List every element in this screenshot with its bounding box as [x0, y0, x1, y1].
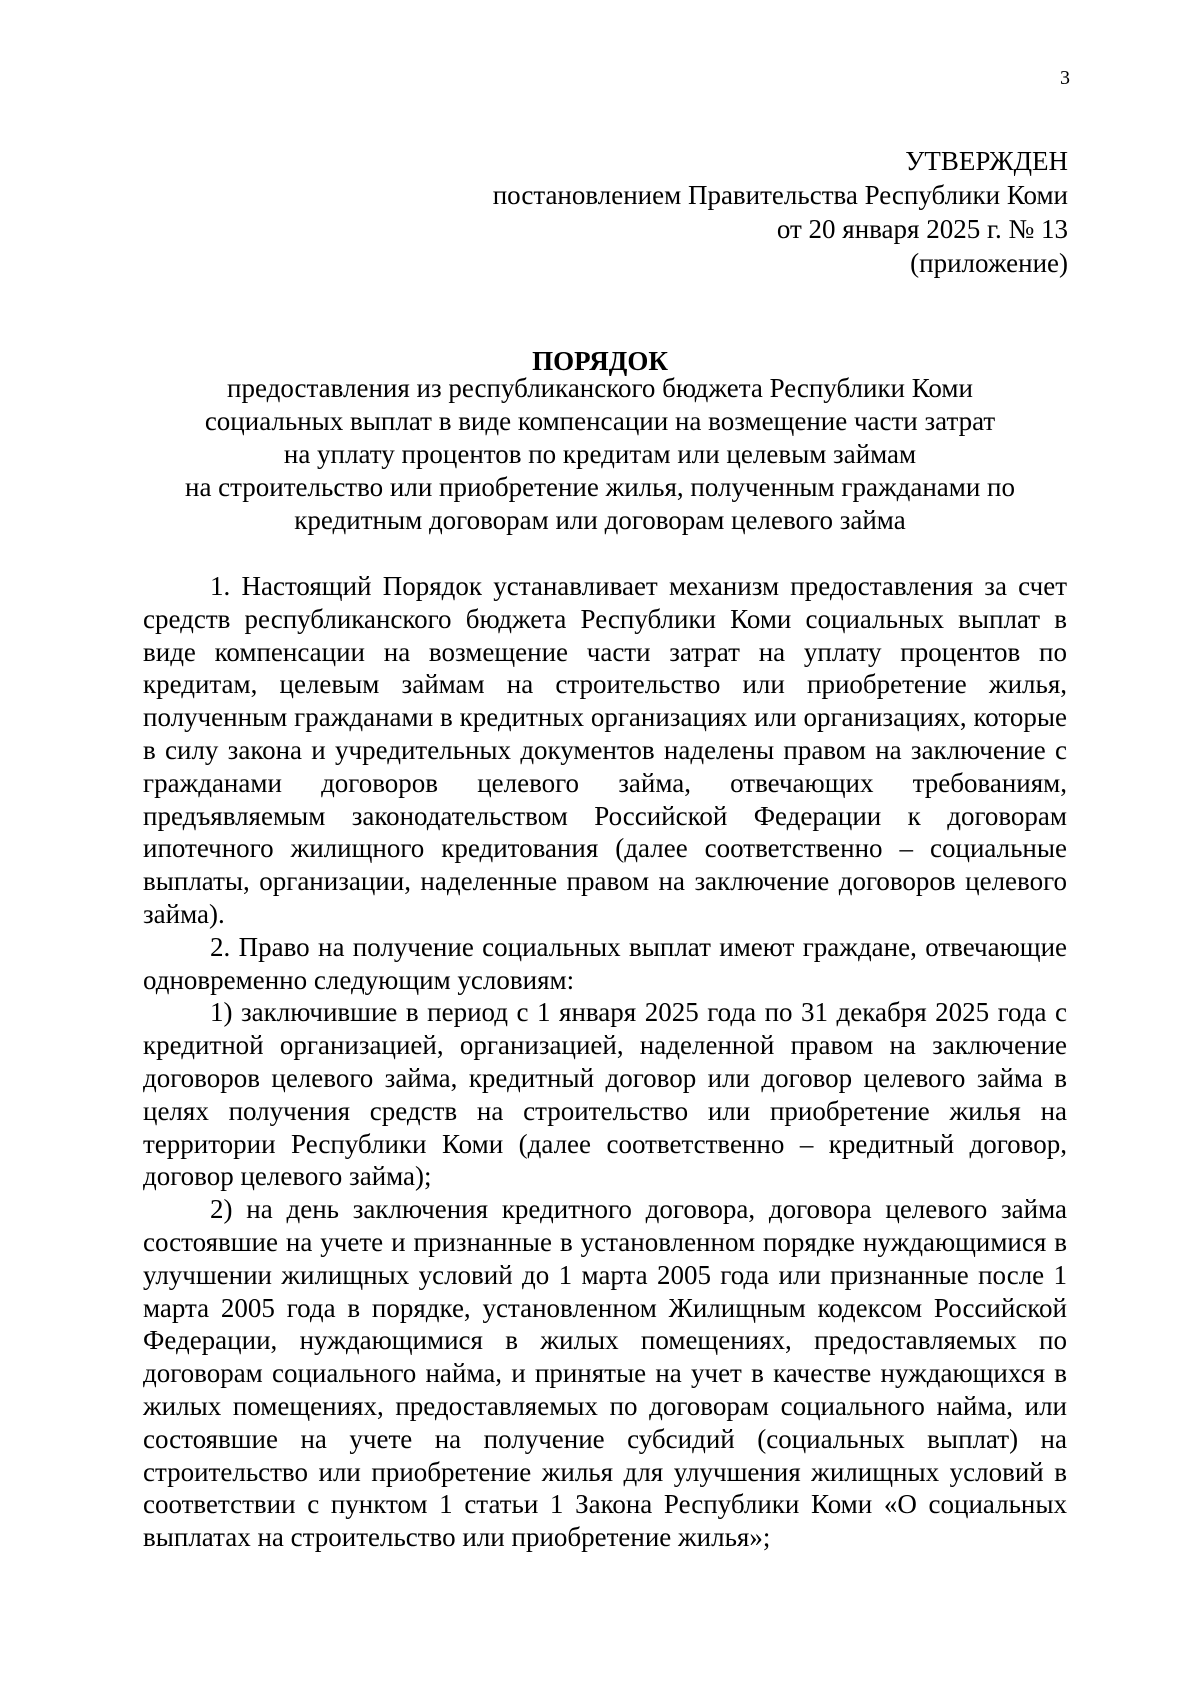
approval-date: от 20 января 2025 г. № 13 [776, 214, 1068, 244]
approval-stamp [400, 144, 1068, 280]
subtitle-line: на уплату процентов по кредитам или целевым займам [283, 439, 917, 469]
document-body [143, 570, 1067, 1554]
document-title: ПОРЯДОК [532, 346, 668, 376]
subtitle-line: на строительство или приобретение жилья, полученным гражданами по [185, 472, 1015, 502]
subtitle-line: кредитным договорам или договорам целевого займа [294, 505, 906, 535]
approval-heading: УТВЕРЖДЕН [905, 146, 1068, 176]
subtitle-line: социальных выплат в виде компенсации на возмещение части затрат [204, 406, 996, 436]
subparagraph-2: 2) на день заключения кредитного договора, договора целевого займа состоявшие на учете и признанные в установленном порядке нуждающимися в улучшении жилищных условий до 1 марта 2005 года или признанные после 1 марта 2005 года в порядке, установленном Жилищным кодексом Российской Федерации, нуждающимися в жилых помещениях, предоставляемых по договорам социального найма, и принятые на учет в качестве нуждающихся в жилых помещениях, предоставляемых по договорам социального найма, или состоявшие на учете на получение субсидий (социальных выплат) на строительство или приобретение жилья для улучшения жилищных условий в соответствии с пунктом 1 статьи 1 Закона Республики Коми «О социальных выплатах на строительство или приобретение жилья»; [143, 1194, 1067, 1553]
approval-authority: постановлением Правительства Республики Коми [492, 180, 1068, 210]
document-subtitle [130, 372, 1070, 537]
paragraph-1: 1. Настоящий Порядок устанавливает механизм предоставления за счет средств республиканского бюджета Республики Коми социальных выплат в виде компенсации на возмещение части затрат на уплату процентов по кредитам, целевым займам на строительство или приобретение жилья, полученным гражданами в кредитных организациях или организациях, которые в силу закона и учредительных документов наделены правом на заключение с гражданами договоров целевого займа, отвечающих требованиям, предъявляемым законодательством Российской Федерации к договорам ипотечного жилищного кредитования (далее соответственно – социальные выплаты, организации, наделенные правом на заключение договоров целевого займа). [143, 571, 1067, 929]
subparagraph-1: 1) заключившие в период с 1 января 2025 года по 31 декабря 2025 года с кредитной организацией, организацией, наделенной правом на заключение договоров целевого займа, кредитный договор или договор целевого займа в целях получения средств на строительство или приобретение жилья на территории Республики Коми (далее соответственно – кредитный договор, договор целевого займа); [143, 997, 1067, 1192]
page-number: 3 [1060, 67, 1070, 89]
paragraph-2: 2. Право на получение социальных выплат имеют граждане, отвечающие одновременно следующим условиям: [143, 931, 1067, 995]
approval-note: (приложение) [910, 248, 1068, 278]
subtitle-line: предоставления из республиканского бюджета Республики Коми [227, 373, 973, 403]
